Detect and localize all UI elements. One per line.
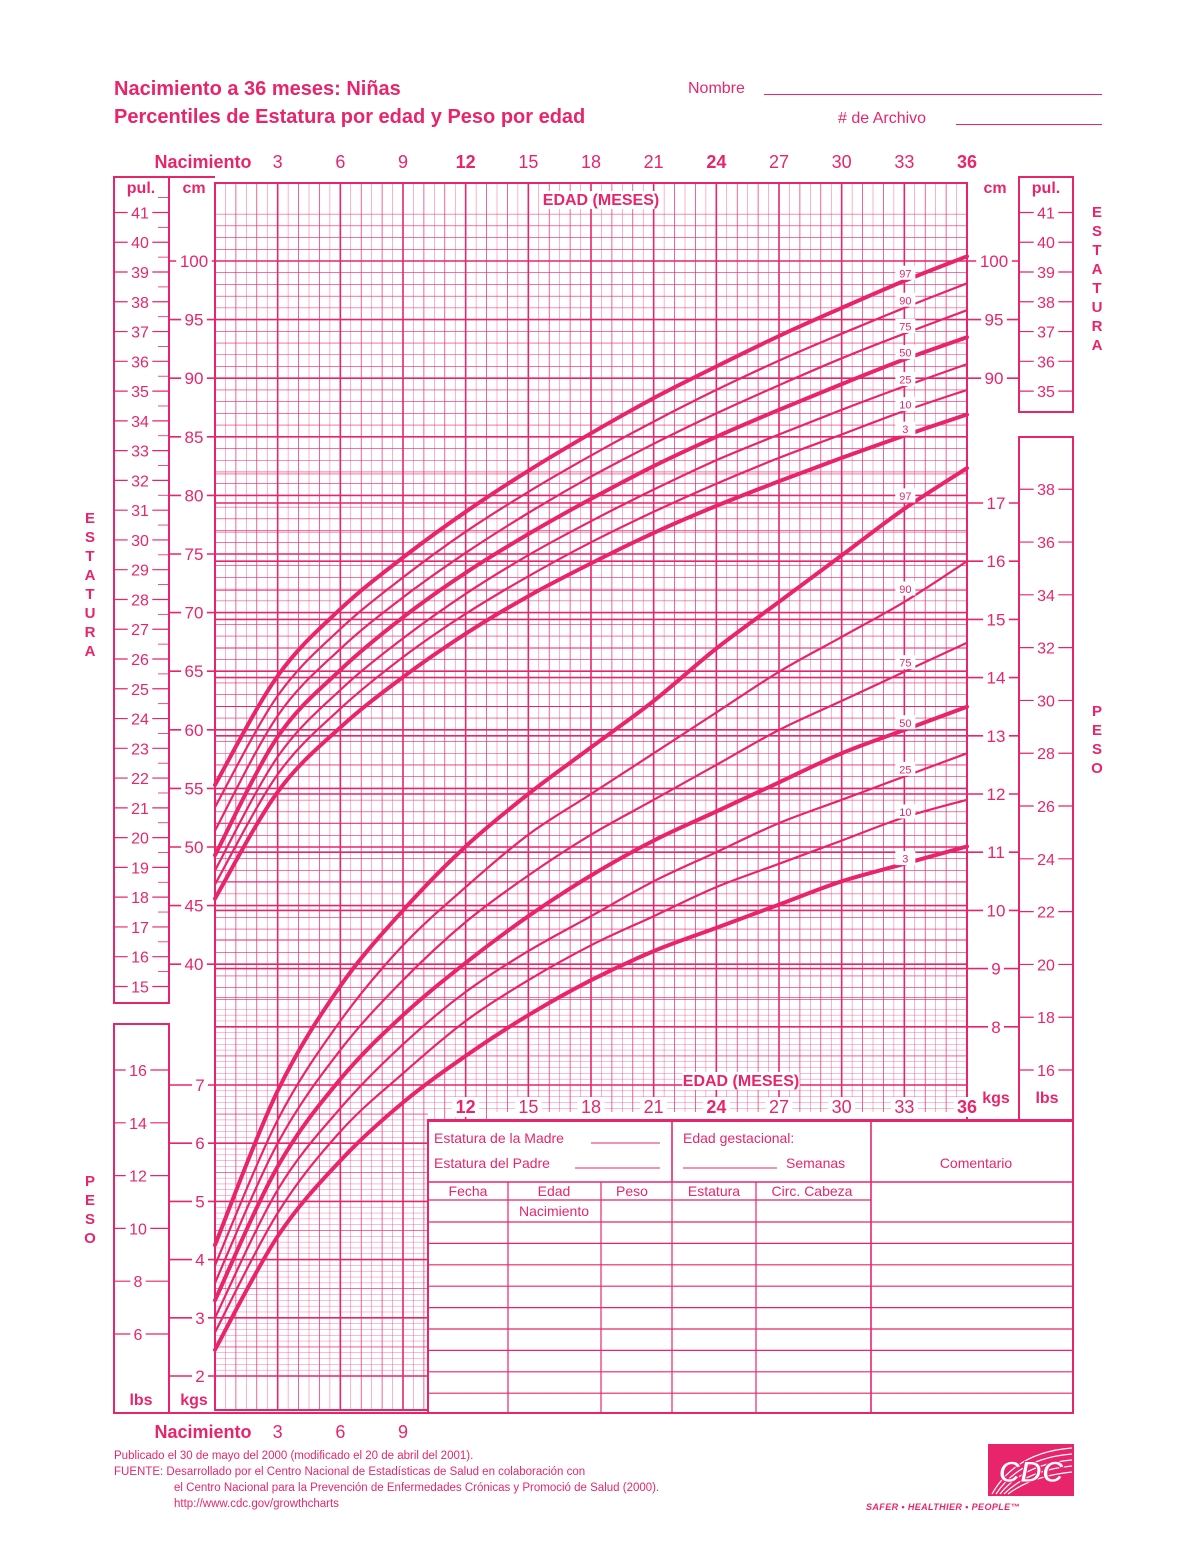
inch-tick-label: 40 [1037,235,1055,253]
cm-tick-label: 80 [184,486,204,506]
y-axis-title: T [1092,242,1102,259]
x-axis-title: EDAD (MESES) [542,192,660,209]
cm-tick-label: 75 [184,545,204,564]
birth-row-label: Nacimiento [518,1203,590,1219]
lb-tick-label: 26 [1037,799,1055,817]
inch-tick-label: 40 [131,235,149,253]
cm-tick-label: 95 [184,310,204,330]
x-tick-label: 30 [831,1097,852,1117]
weight-percentile-10-label: 10 [899,807,912,820]
inch-tick-label: 38 [131,294,149,312]
name-label: Nombre [688,80,745,97]
form-column-header: Fecha [448,1183,488,1199]
cm-tick-label: 70 [184,603,204,623]
kg-tick-label: 4 [195,1250,205,1270]
inch-tick-label: 39 [131,265,149,283]
chart-title: Nacimiento a 36 meses: Niñas [114,78,401,100]
x-tick-label: 18 [580,1097,602,1117]
inch-tick-label: 41 [131,205,149,223]
x-tick-label: 15 [518,1097,539,1117]
x-tick-label: 24 [706,1097,727,1117]
inch-tick-label: 25 [131,681,149,699]
weight-percentile-3-label: 3 [902,853,909,866]
kg-tick-label: 5 [195,1192,205,1212]
weeks-label: Semanas [786,1155,846,1171]
unit-label: lbs [1035,1090,1059,1107]
y-axis-title: A [1091,337,1103,354]
lb-tick-label: 38 [1037,482,1055,500]
length-percentile-3-label: 3 [902,424,909,437]
lb-tick-label: 8 [133,1274,143,1292]
x-tick-label: Nacimiento [154,1422,252,1442]
x-tick-label: 6 [335,152,346,172]
x-tick-label: 27 [768,152,790,172]
inch-tick-label: 33 [131,443,149,461]
kg-tick-label: 16 [986,552,1006,572]
inch-tick-label: 37 [1037,324,1055,342]
y-axis-title: O [84,1230,96,1247]
x-tick-label: 3 [272,152,283,172]
form-column-header: Edad [537,1183,571,1199]
kg-tick-label: 12 [986,785,1006,804]
inch-tick-label: 19 [131,860,149,878]
x-tick-label: 9 [397,152,409,172]
cm-tick-label: 100 [179,252,209,271]
record-label: # de Archivo [838,110,927,127]
kg-tick-label: 17 [986,494,1006,513]
lb-tick-label: 6 [133,1327,143,1345]
y-axis-title: P [84,1173,96,1190]
inch-tick-label: 20 [131,830,149,848]
form-column-header: Peso [616,1183,648,1199]
inch-tick-label: 39 [1037,265,1055,283]
x-axis-title: EDAD (MESES) [682,1073,800,1090]
father-height-label: Estatura del Padre [434,1155,550,1171]
x-tick-label: 24 [706,152,727,172]
weight-percentile-25-label: 25 [899,764,912,777]
inch-tick-label: 29 [131,562,149,580]
footer-source: FUENTE: Desarrollado por el Centro Nacional de Estadísticas de Salud en colaboración con [114,1466,586,1478]
unit-label: kgs [180,1392,208,1409]
y-axis-title: R [84,624,96,641]
lb-tick-label: 34 [1037,587,1055,605]
inch-tick-label: 30 [131,532,149,550]
unit-label: cm [983,180,1007,197]
inch-tick-label: 23 [131,741,149,759]
unit-label: kgs [982,1090,1010,1107]
unit-label: pul. [1031,180,1061,197]
inch-tick-label: 35 [1037,384,1055,402]
y-axis-title: P [1091,703,1103,720]
comment-label: Comentario [939,1155,1013,1171]
inch-tick-label: 35 [131,384,149,402]
lb-tick-label: 24 [1037,851,1055,869]
weight-percentile-75-label: 75 [899,657,912,670]
x-tick-label: 36 [956,152,978,172]
unit-label: pul. [126,180,156,197]
inch-tick-label: 24 [131,711,149,729]
kg-tick-label: 14 [986,668,1006,688]
cm-tick-label: 85 [184,427,204,447]
length-percentile-90-label: 90 [899,295,912,308]
record-form [427,1119,1074,1413]
unit-label: cm [182,180,206,197]
kg-tick-label: 11 [987,843,1005,863]
y-axis-title: S [1091,741,1103,758]
lb-tick-label: 16 [1037,1063,1055,1081]
kg-tick-label: 13 [986,726,1006,746]
x-tick-label: 12 [455,152,476,172]
y-axis-title: S [1091,223,1103,240]
kg-tick-label: 3 [195,1308,205,1328]
lb-tick-label: 28 [1037,746,1055,764]
left-weight-frame [114,1024,169,1413]
x-tick-label: 33 [894,152,915,172]
y-axis-title: T [1092,280,1102,297]
cm-tick-label: 40 [184,955,204,975]
x-tick-label: 30 [831,152,852,172]
x-tick-label: 27 [768,1097,790,1117]
inch-tick-label: 32 [131,473,149,491]
lb-tick-label: 16 [129,1063,147,1081]
y-axis-title: S [84,1211,96,1228]
kg-tick-label: 15 [986,610,1006,630]
y-axis-title: U [1091,299,1103,316]
length-percentile-97-label: 97 [899,268,912,281]
kg-tick-label: 9 [991,959,1001,979]
inch-tick-label: 28 [131,592,149,610]
lb-tick-label: 32 [1037,640,1055,658]
length-percentile-10-label: 10 [899,399,912,412]
y-axis-title: R [1091,318,1103,335]
lb-tick-label: 36 [1037,535,1055,553]
cm-tick-label: 90 [184,369,204,389]
length-percentile-50-label: 50 [899,347,912,360]
cm-tick-label: 100 [979,252,1009,271]
inch-tick-label: 36 [131,354,149,372]
kg-tick-label: 7 [195,1076,205,1095]
lb-tick-label: 30 [1037,693,1055,711]
footer-published: Publicado el 30 de mayo del 2000 (modificado el 20 de abril del 2001). [114,1450,474,1462]
weight-percentile-50-label: 50 [899,717,912,730]
x-tick-label: 9 [397,1422,409,1442]
x-tick-label: 6 [335,1422,346,1442]
mother-height-label: Estatura de la Madre [434,1130,564,1146]
inch-tick-label: 15 [131,979,149,997]
form-top-border [427,1119,1074,1122]
y-axis-title: A [84,643,96,660]
y-axis-title: T [85,548,95,565]
kg-tick-label: 8 [991,1017,1001,1037]
lb-tick-label: 14 [129,1115,147,1133]
lb-tick-label: 22 [1037,904,1055,922]
kg-tick-label: 2 [195,1367,205,1386]
x-tick-label: Nacimiento [154,152,252,172]
x-tick-label: 21 [643,152,664,172]
form-column-header: Estatura [687,1183,741,1199]
cm-tick-label: 55 [184,779,204,799]
x-tick-label: 36 [956,1097,978,1117]
inch-tick-label: 22 [131,771,149,789]
footer-url[interactable]: http://www.cdc.gov/growthcharts [174,1498,339,1510]
cm-tick-label: 60 [184,720,204,740]
x-tick-label: 18 [580,152,602,172]
y-axis-title: O [1091,760,1103,777]
x-tick-label: 3 [272,1422,283,1442]
cm-tick-label: 45 [184,896,204,916]
kg-tick-label: 6 [195,1134,205,1154]
y-axis-title: E [84,510,96,527]
y-axis-title: E [1091,722,1103,739]
x-tick-label: 33 [894,1097,915,1117]
weight-percentile-97-label: 97 [899,490,912,503]
cm-tick-label: 95 [984,310,1004,330]
lb-tick-label: 12 [129,1168,147,1186]
weight-percentile-90-label: 90 [899,583,912,596]
kg-tick-label: 10 [986,901,1006,921]
cdc-logo-icon [986,1442,1076,1498]
inch-tick-label: 31 [131,503,149,521]
y-axis-title: A [1091,261,1103,278]
inch-tick-label: 38 [1037,294,1055,312]
length-percentile-75-label: 75 [899,321,912,334]
cdc-tagline: SAFER • HEALTHIER • PEOPLE™ [866,1502,1020,1512]
y-axis-title: U [84,605,96,622]
y-axis-title: T [85,586,95,603]
y-axis-title: E [84,1192,96,1209]
x-tick-label: 12 [455,1097,476,1117]
y-axis-title: A [84,567,96,584]
inch-tick-label: 16 [131,949,149,967]
inch-tick-label: 34 [131,413,149,431]
unit-label: lbs [129,1392,153,1409]
form-column-header: Circ. Cabeza [771,1183,853,1199]
x-tick-label: 15 [518,152,539,172]
cm-tick-label: 90 [984,369,1004,389]
lb-tick-label: 10 [129,1221,147,1239]
inch-tick-label: 26 [131,652,149,670]
footer-source-cont: el Centro Nacional para la Prevención de Enfermedades Crónicas y Promoció de Salud (2000). [174,1482,660,1494]
lb-tick-label: 18 [1037,1010,1055,1028]
x-tick-label: 21 [643,1097,664,1117]
inch-tick-label: 27 [131,622,149,640]
inch-tick-label: 41 [1037,205,1055,223]
y-axis-title: S [84,529,96,546]
gestational-age-label: Edad gestacional: [683,1130,795,1146]
inch-tick-label: 17 [131,919,149,937]
chart-subtitle: Percentiles de Estatura por edad y Peso por edad [114,106,586,128]
length-percentile-25-label: 25 [899,374,912,387]
inch-tick-label: 21 [131,800,149,818]
cm-tick-label: 65 [184,662,204,682]
lb-tick-label: 20 [1037,957,1055,975]
cdc-logo-text: CDC [998,1456,1064,1489]
inch-tick-label: 37 [131,324,149,342]
inch-tick-label: 36 [1037,354,1055,372]
cm-tick-label: 50 [184,838,204,857]
inch-tick-label: 18 [131,890,149,908]
y-axis-title: E [1091,204,1103,221]
